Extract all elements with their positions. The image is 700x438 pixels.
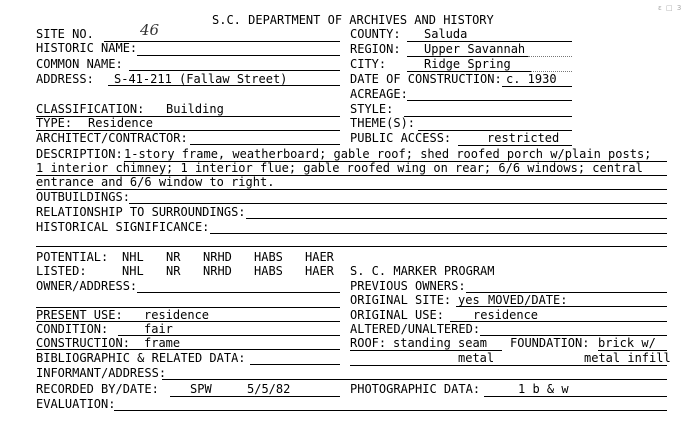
historical-significance-line: [210, 233, 667, 234]
relationship-label: RELATIONSHIP TO SURROUNDINGS:: [36, 205, 246, 219]
public-access-value: restricted: [487, 131, 560, 145]
condition-value: fair: [144, 322, 173, 336]
potential-label: POTENTIAL:: [36, 250, 109, 264]
informant-line: [162, 379, 667, 380]
listed-haer: HAER: [305, 264, 334, 278]
original-site-label: ORIGINAL SITE:: [350, 293, 452, 307]
common-name-label: COMMON NAME:: [36, 57, 123, 71]
original-use-value: residence: [473, 308, 539, 322]
theme-label: THEME(S):: [350, 116, 416, 130]
evaluation-label: EVALUATION:: [36, 397, 116, 411]
date-of-construction-line: [502, 86, 572, 87]
common-name-line: [129, 70, 340, 71]
recorded-line: [170, 396, 340, 397]
recorded-date-value: 5/5/82: [247, 382, 291, 396]
construction-label: CONSTRUCTION:: [36, 336, 130, 350]
foundation-value-2: metal infill: [584, 351, 671, 365]
recorded-label: RECORDED BY/DATE:: [36, 382, 159, 396]
roof-label: ROOF:: [350, 336, 387, 350]
listed-nhl: NHL: [122, 264, 144, 278]
previous-owners-label: PREVIOUS OWNERS:: [350, 279, 466, 293]
site-no-label: SITE NO.: [36, 27, 94, 41]
original-use-line: [450, 321, 667, 322]
city-value: Ridge Spring: [424, 57, 511, 71]
bibliographic-label: BIBLIOGRAPHIC & RELATED DATA:: [36, 351, 246, 365]
potential-habs: HABS: [254, 250, 283, 264]
owner-address-line: [137, 292, 340, 293]
roof-value-2: metal: [458, 351, 495, 365]
photographic-value: 1 b & w: [518, 382, 569, 396]
roof-value: standing seam: [393, 336, 487, 350]
site-no-value: 46: [140, 21, 160, 39]
historical-significance-label: HISTORICAL SIGNIFICANCE:: [36, 220, 210, 234]
evaluation-line: [114, 410, 667, 411]
description-line-1: 1-story frame, weatherboard; gable roof; shed roofed porch w/plain posts;: [124, 147, 652, 161]
roof-foundation-line-2: [350, 365, 667, 366]
photographic-line: [484, 396, 667, 397]
historic-name-line: [137, 55, 340, 56]
region-dotted-line: [528, 56, 572, 57]
listed-nrhd: NRHD: [203, 264, 232, 278]
address-label: ADDRESS:: [36, 72, 94, 86]
description-label: DESCRIPTION:: [36, 147, 123, 161]
potential-haer: HAER: [305, 250, 334, 264]
construction-value: frame: [144, 336, 181, 350]
type-label: TYPE:: [36, 116, 73, 130]
construction-line: [36, 349, 340, 350]
public-access-label: PUBLIC ACCESS:: [350, 131, 452, 145]
present-use-label: PRESENT USE:: [36, 308, 123, 322]
original-use-label: ORIGINAL USE:: [350, 308, 444, 322]
style-line: [404, 116, 572, 117]
historic-name-label: HISTORIC NAME:: [36, 41, 138, 55]
blank-line-1: [36, 246, 667, 247]
acreage-line: [407, 100, 572, 101]
classification-label: CLASSIFICATION:: [36, 102, 145, 116]
original-site-value: yes: [458, 293, 480, 307]
recorded-by-value: SPW: [190, 382, 212, 396]
moved-date-label: MOVED/DATE:: [488, 293, 568, 307]
potential-nrhd: NRHD: [203, 250, 232, 264]
altered-label: ALTERED/UNALTERED:: [350, 322, 481, 336]
date-of-construction-value: c. 1930: [506, 72, 557, 86]
marker-program-label: S. C. MARKER PROGRAM: [350, 264, 495, 278]
potential-nr: NR: [166, 250, 181, 264]
original-site-line: [456, 306, 667, 307]
classification-line: [36, 116, 340, 117]
photographic-label: PHOTOGRAPHIC DATA:: [350, 382, 481, 396]
listed-habs: HABS: [254, 264, 283, 278]
foundation-value: brick w/: [598, 336, 656, 350]
architect-label: ARCHITECT/CONTRACTOR:: [36, 131, 188, 145]
description-line-2: 1 interior chimney; 1 interior flue; gable roofed wing on rear; 6/6 windows; central: [36, 161, 643, 175]
county-label: COUNTY:: [350, 27, 401, 41]
outbuildings-line: [129, 203, 667, 204]
style-label: STYLE:: [350, 102, 394, 116]
address-value: S-41-211 (Fallaw Street): [114, 72, 288, 86]
informant-label: INFORMANT/ADDRESS:: [36, 366, 167, 380]
region-label: REGION:: [350, 42, 401, 56]
city-label: CITY:: [350, 57, 387, 71]
acreage-label: ACREAGE:: [350, 87, 408, 101]
owner-address-label: OWNER/ADDRESS:: [36, 279, 138, 293]
description-line-3: entrance and 6/6 window to right.: [36, 175, 275, 189]
listed-nr: NR: [166, 264, 181, 278]
present-use-value: residence: [144, 308, 210, 322]
outbuildings-label: OUTBUILDINGS:: [36, 190, 130, 204]
foundation-label: FOUNDATION:: [510, 336, 590, 350]
bibliographic-line: [250, 364, 340, 365]
condition-label: CONDITION:: [36, 322, 109, 336]
address-line: [108, 85, 340, 86]
classification-value: Building: [166, 102, 224, 116]
description-underline-3: [36, 189, 667, 190]
corner-mark: ε □ 3: [658, 4, 683, 12]
potential-nhl: NHL: [122, 250, 144, 264]
architect-line: [190, 144, 340, 145]
type-value: Residence: [88, 116, 154, 130]
region-value: Upper Savannah: [424, 42, 526, 56]
site-no-line: [104, 41, 340, 42]
relationship-line: [246, 218, 667, 219]
listed-label: LISTED:: [36, 264, 87, 278]
county-value: Saluda: [424, 27, 468, 41]
date-of-construction-label: DATE OF CONSTRUCTION:: [350, 72, 502, 86]
public-access-line: [458, 145, 572, 146]
form-title: S.C. DEPARTMENT OF ARCHIVES AND HISTORY: [212, 13, 494, 27]
